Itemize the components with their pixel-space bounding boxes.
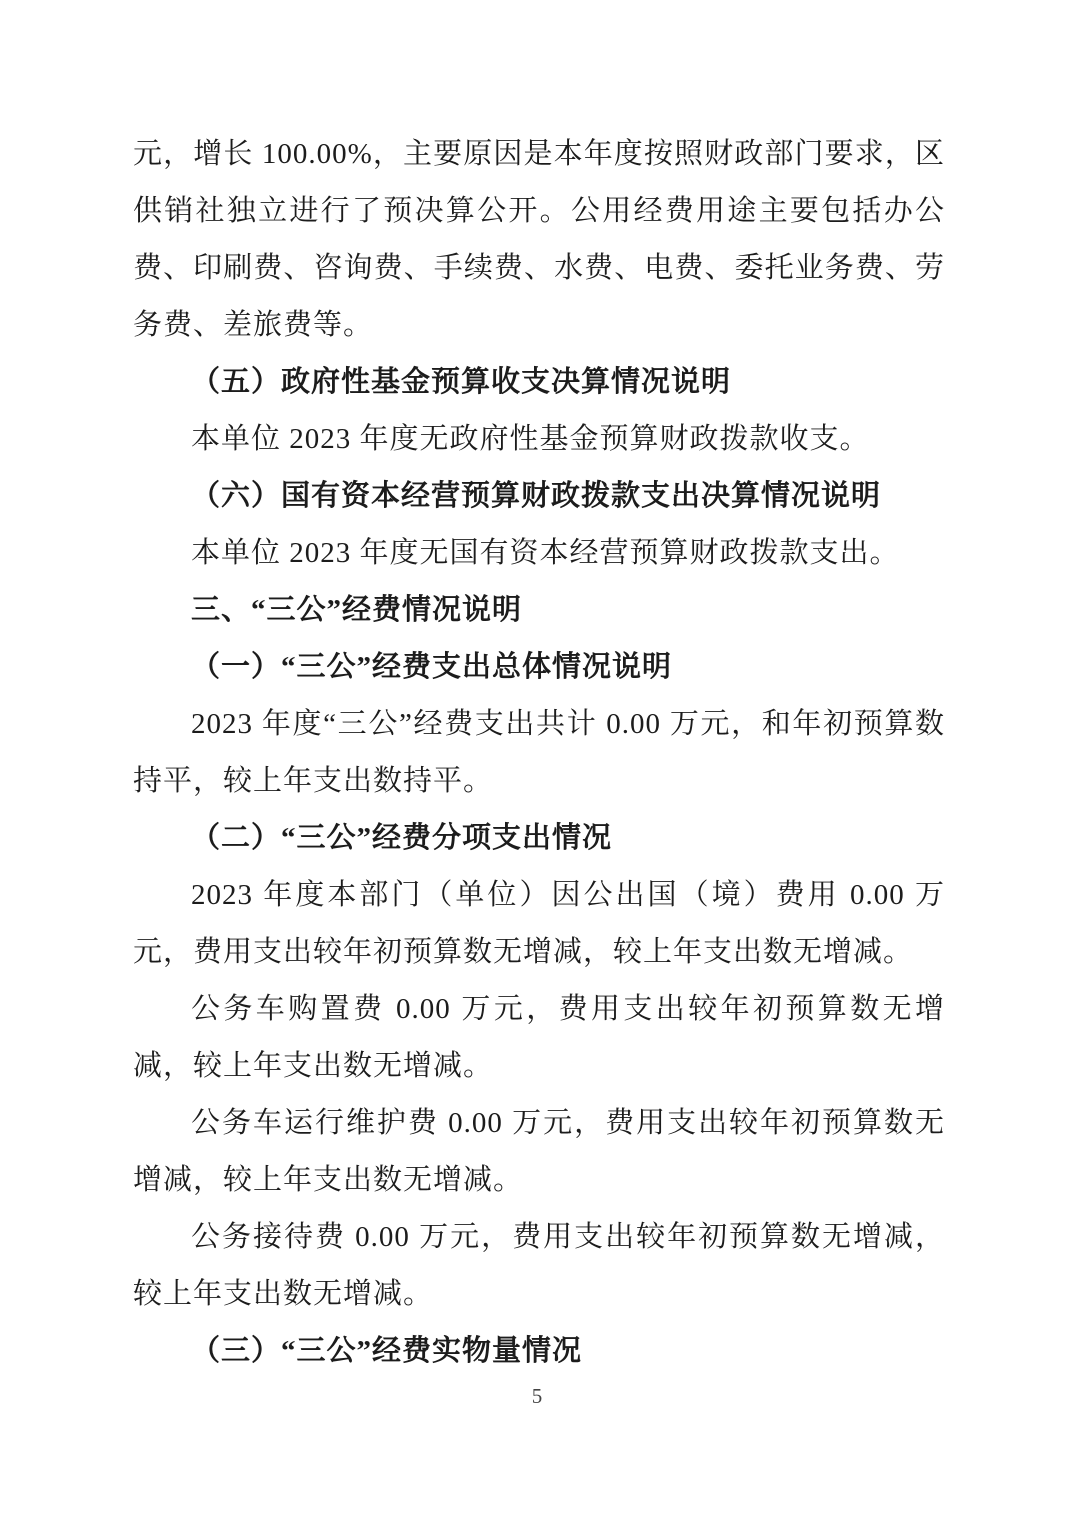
paragraph-vehicle-purchase-expense: 公务车购置费 0.00 万元，费用支出较年初预算数无增减，较上年支出数无增减。 xyxy=(133,993,945,1082)
heading-section-5-gov-fund-budget: （五）政府性基金预算收支决算情况说明 xyxy=(191,366,732,398)
heading-section-6-state-capital-budget: （六）国有资本经营预算财政拨款支出决算情况说明 xyxy=(191,480,882,512)
paragraph-overall-expenditure-body: 2023 年度“三公”经费支出共计 0.00 万元，和年初预算数持平，较上年支出数持平。 xyxy=(133,708,945,797)
heading-subsection-3-physical-quantity: （三）“三公”经费实物量情况 xyxy=(191,1335,583,1367)
paragraph-public-funds-continuation: 元，增长 100.00%，主要原因是本年度按照财政部门要求，区供销社独立进行了预决算公开。公用经费用途主要包括办公费、印刷费、咨询费、手续费、水费、电费、委托业务费、劳务费、差旅费等。 xyxy=(133,138,945,341)
paragraph-overseas-travel-expense: 2023 年度本部门（单位）因公出国（境）费用 0.00 万元，费用支出较年初预算数无增减，较上年支出数无增减。 xyxy=(133,879,945,968)
paragraph-section-6-body: 本单位 2023 年度无国有资本经营预算财政拨款支出。 xyxy=(191,537,900,569)
paragraph-official-reception-expense: 公务接待费 0.00 万元，费用支出较年初预算数无增减，较上年支出数无增减。 xyxy=(133,1221,945,1310)
heading-subsection-1-overall-expenditure: （一）“三公”经费支出总体情况说明 xyxy=(191,651,673,683)
heading-subsection-2-itemized-expenditure: （二）“三公”经费分项支出情况 xyxy=(191,822,613,854)
page-number: 5 xyxy=(531,1384,543,1408)
document-body xyxy=(133,126,945,1380)
paragraph-section-5-body: 本单位 2023 年度无政府性基金预算财政拨款收支。 xyxy=(191,423,870,455)
paragraph-vehicle-maintenance-expense: 公务车运行维护费 0.00 万元，费用支出较年初预算数无增减，较上年支出数无增减。 xyxy=(133,1107,945,1196)
heading-part-3-three-public-expenses: 三、“三公”经费情况说明 xyxy=(191,594,523,626)
